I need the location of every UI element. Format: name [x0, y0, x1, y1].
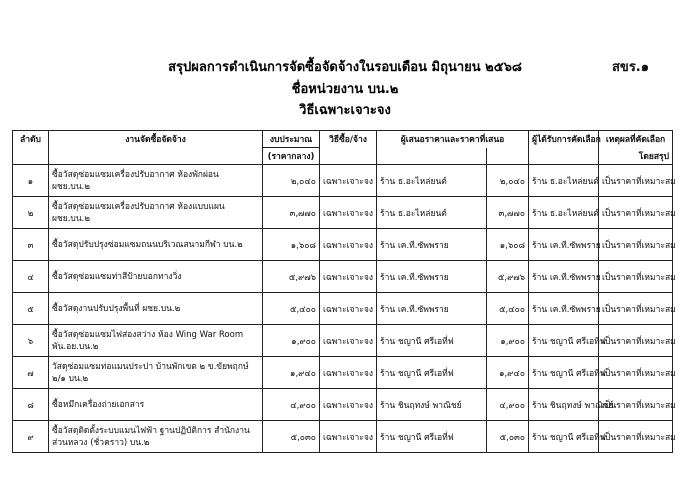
- table-row: [13, 197, 673, 229]
- row-reason: เป็นราคาที่เหมาะสม: [599, 389, 673, 421]
- row-winner: ร้าน เค.ที.ซัพพราย: [529, 293, 599, 325]
- table-row: [13, 325, 673, 357]
- row-winner: ร้าน ชญานี ศรีเอที่ฟ: [529, 357, 599, 389]
- row-bid-price: ๑,๙๔๐: [487, 357, 529, 389]
- row-budget: ๑,๙๔๐: [263, 357, 320, 389]
- row-reason: เป็นราคาที่เหมาะสม: [599, 261, 673, 293]
- row-bidder: ร้าน ธ.อะไหล่ยนต์: [377, 197, 487, 229]
- row-reason: เป็นราคาที่เหมาะสม: [599, 293, 673, 325]
- row-winner: ร้าน เค.ที.ซัพพราย: [529, 229, 599, 261]
- row-reason: เป็นราคาที่เหมาะสม: [599, 165, 673, 197]
- row-reason: เป็นราคาที่เหมาะสม: [599, 357, 673, 389]
- col-method-header: วิธีซื้อ/จ้าง: [320, 131, 377, 148]
- agency-name: ชื่อหน่วยงาน บน.๒: [291, 82, 399, 97]
- row-method: เฉพาะเจาะจง: [320, 293, 377, 325]
- row-bid-price: ๑,๙๐๐: [487, 325, 529, 357]
- col-reason-header: เหตุผลที่คัดเลือก: [599, 131, 673, 148]
- col-budget-header: งบประมาณ: [263, 131, 320, 148]
- row-reason: เป็นราคาที่เหมาะสม: [599, 325, 673, 357]
- table-row: [13, 389, 673, 421]
- table-row: [13, 165, 673, 197]
- row-number: ๖: [13, 325, 49, 357]
- row-method: เฉพาะเจาะจง: [320, 261, 377, 293]
- row-number: ๑: [13, 165, 49, 197]
- row-bid-price: ๕,๙๗๖: [487, 261, 529, 293]
- row-bidder: ร้าน เค.ที.ซัพพราย: [377, 261, 487, 293]
- table-row: [13, 229, 673, 261]
- row-reason: เป็นราคาที่เหมาะสม: [599, 197, 673, 229]
- col-budget-subheader: (ราคากลาง): [263, 148, 320, 165]
- row-item: ซื้อวัสดุปรับปรุงซ่อมแซมถนนบริเวณสนามกีฬา บน.๒: [49, 229, 263, 261]
- row-item: ซื้อวัสดุติดตั้งระบบแมนไฟฟ้า ฐานปฏิบัติการ สำนักงานส่วนหลวง (ชั่วคราว) บน.๒: [49, 421, 263, 453]
- row-budget: ๒,๐๔๐: [263, 165, 320, 197]
- row-item: ซื้อวัสดุซ่อมแซมเครื่องปรับอากาศ ห้องแบบแผน ผชย.บน.๒: [49, 197, 263, 229]
- row-bidder: ร้าน ธ.อะไหล่ยนต์: [377, 165, 487, 197]
- row-bidder: ร้าน ชญานี ศรีเอที่ฟ: [377, 421, 487, 453]
- row-winner: ร้าน ธ.อะไหล่ยนต์: [529, 197, 599, 229]
- row-method: เฉพาะเจาะจง: [320, 165, 377, 197]
- row-method: เฉพาะเจาะจง: [320, 421, 377, 453]
- row-winner: ร้าน ธ.อะไหล่ยนต์: [529, 165, 599, 197]
- row-bidder: ร้าน ชญานี ศรีเอที่ฟ: [377, 325, 487, 357]
- col-reason-subheader: โดยสรุป: [599, 148, 673, 165]
- row-bid-price: ๓,๗๗๐: [487, 197, 529, 229]
- row-bidder: ร้าน เค.ที.ซัพพราย: [377, 229, 487, 261]
- row-reason: เป็นราคาที่เหมาะสม: [599, 421, 673, 453]
- row-budget: ๕,๐๓๐: [263, 421, 320, 453]
- col-bidders-header: ผู้เสนอราคาและราคาที่เสนอ: [377, 131, 529, 148]
- row-item: ซื้อวัสดุงานปรับปรุงพื้นที่ ผชย.บน.๒: [49, 293, 263, 325]
- row-budget: ๕,๔๐๐: [263, 293, 320, 325]
- row-budget: ๕,๙๗๖: [263, 261, 320, 293]
- table-row: [13, 357, 673, 389]
- row-winner: ร้าน ชญานี ศรีเอที่ฟ: [529, 325, 599, 357]
- row-bid-price: ๑,๖๐๘: [487, 229, 529, 261]
- row-item: ซื้อวัสดุซ่อมแซมท่าสีป้ายบอกทางวิ่ง: [49, 261, 263, 293]
- row-method: เฉพาะเจาะจง: [320, 325, 377, 357]
- row-bidder: ร้าน เค.ที.ซัพพราย: [377, 293, 487, 325]
- row-winner: ร้าน ชินฤทงษ์ พาณิชย์: [529, 389, 599, 421]
- row-bid-price: ๔,๙๐๐: [487, 389, 529, 421]
- row-budget: ๔,๙๐๐: [263, 389, 320, 421]
- row-number: ๓: [13, 229, 49, 261]
- procurement-method-heading: วิธีเฉพาะเจาะจง: [299, 103, 391, 118]
- row-budget: ๓,๗๗๐: [263, 197, 320, 229]
- row-number: ๔: [13, 261, 49, 293]
- form-code: สขร.๑: [612, 60, 649, 75]
- row-bidder: ร้าน ชินฤทงษ์ พาณิชย์: [377, 389, 487, 421]
- table-row: [13, 293, 673, 325]
- row-number: ๒: [13, 197, 49, 229]
- row-reason: เป็นราคาที่เหมาะสม: [599, 229, 673, 261]
- col-no-header: ลำดับ: [13, 131, 49, 148]
- row-method: เฉพาะเจาะจง: [320, 197, 377, 229]
- row-method: เฉพาะเจาะจง: [320, 389, 377, 421]
- col-item-header: งานจัดซื้อจัดจ้าง: [49, 131, 263, 148]
- row-item: ซื้อวัสดุซ่อมแซมเครื่องปรับอากาศ ห้องพักผ่อน ผชย.บน.๒: [49, 165, 263, 197]
- procurement-table: [12, 130, 676, 453]
- row-number: ๗: [13, 357, 49, 389]
- row-item: ซื้อวัสดุซ่อมแซมไฟส่องสว่าง ห้อง Wing War Room พัน.อย.บน.๒: [49, 325, 263, 357]
- row-budget: ๑,๖๐๘: [263, 229, 320, 261]
- row-bid-price: ๕,๐๓๐: [487, 421, 529, 453]
- table-row: [13, 261, 673, 293]
- row-method: เฉพาะเจาะจง: [320, 357, 377, 389]
- row-winner: ร้าน เค.ที.ซัพพราย: [529, 261, 599, 293]
- row-item: ซื้อหมึกเครื่องถ่ายเอกสาร: [49, 389, 263, 421]
- row-method: เฉพาะเจาะจง: [320, 229, 377, 261]
- row-item: วัสดุซ่อมแซมท่อแมนประปา บ้านพักเขต ๒ ข.ขัยพฤกษ์ ๒/๑ บน.๒: [49, 357, 263, 389]
- row-winner: ร้าน ชญานี ศรีเอที่ฟ: [529, 421, 599, 453]
- row-bidder: ร้าน ชญานี ศรีเอที่ฟ: [377, 357, 487, 389]
- row-budget: ๑,๙๐๐: [263, 325, 320, 357]
- table-row: [13, 421, 673, 453]
- row-number: ๕: [13, 293, 49, 325]
- row-bid-price: ๒,๐๔๐: [487, 165, 529, 197]
- row-number: ๙: [13, 421, 49, 453]
- col-winner-header: ผู้ได้รับการคัดเลือก: [529, 131, 599, 148]
- report-title: สรุปผลการดำเนินการจัดซื้อจัดจ้างในรอบเดือน มิถุนายน ๒๕๖๘: [168, 60, 522, 75]
- row-number: ๘: [13, 389, 49, 421]
- row-bid-price: ๕,๔๐๐: [487, 293, 529, 325]
